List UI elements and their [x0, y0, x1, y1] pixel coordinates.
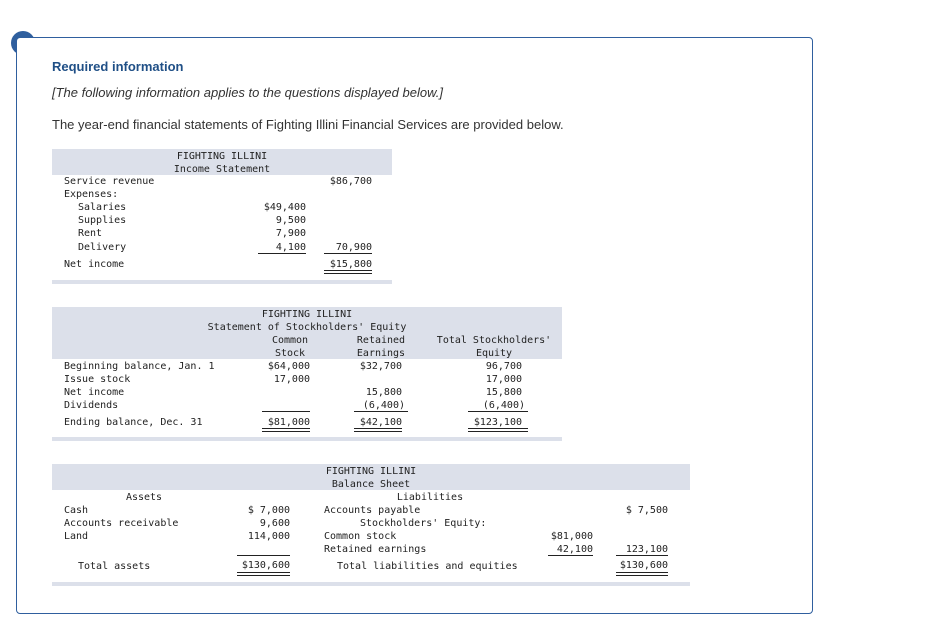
- expense-label: Salaries: [78, 202, 127, 213]
- total-le-double-rule: [616, 572, 668, 576]
- equity-footer-band: [52, 437, 562, 441]
- equity-retained: (6,400): [362, 400, 405, 411]
- expense-value: 7,900: [275, 228, 306, 239]
- balance-company: FIGHTING ILLINI: [325, 466, 417, 477]
- liabilities-header: Liabilities: [396, 492, 464, 503]
- equity-row-label: Beginning balance, Jan. 1: [64, 361, 215, 372]
- equity-company: FIGHTING ILLINI: [261, 309, 353, 320]
- col-header-retained: Retained: [356, 335, 406, 346]
- equity-subheader: Stockholders' Equity:: [360, 518, 487, 529]
- asset-label: Cash: [64, 505, 89, 516]
- assets-rule: [237, 555, 290, 556]
- ending-total: $123,100: [473, 417, 522, 428]
- income-company: FIGHTING ILLINI: [176, 151, 268, 162]
- asset-label: Accounts receivable: [64, 518, 179, 529]
- balance-title: Balance Sheet: [331, 479, 411, 490]
- equity-common: $64,000: [267, 361, 310, 372]
- required-info-subtitle: [The following information applies to the questions displayed below.]: [52, 85, 443, 100]
- equity-total: 15,800: [485, 387, 522, 398]
- equity-retained: 15,800: [365, 387, 402, 398]
- balance-footer-band: [52, 582, 690, 586]
- equity-total-rule: [616, 555, 668, 556]
- retained-earnings-value: 42,100: [556, 544, 593, 555]
- equity-common: 17,000: [273, 374, 310, 385]
- expense-value: 9,500: [275, 215, 306, 226]
- intro-text: The year-end financial statements of Fighting Illini Financial Services are provided below.: [52, 117, 564, 132]
- equity-total-value: 123,100: [625, 544, 668, 555]
- expense-total-rule: [258, 253, 306, 254]
- expense-label: Rent: [78, 228, 103, 239]
- required-info-title: Required information: [52, 59, 184, 74]
- ending-common-double-rule: [262, 428, 310, 432]
- asset-label: Land: [64, 531, 89, 542]
- expense-label: Supplies: [78, 215, 127, 226]
- equity-title: Statement of Stockholders' Equity: [207, 322, 407, 333]
- income-title: Income Statement: [173, 164, 271, 175]
- ending-balance-label: Ending balance, Dec. 31: [64, 417, 203, 428]
- ending-retained: $42,100: [359, 417, 402, 428]
- equity-row-label: Dividends: [64, 400, 119, 411]
- col-header-total: Total Stockholders': [436, 335, 552, 346]
- col-header-total: Equity: [475, 348, 513, 359]
- equity-total: 96,700: [485, 361, 522, 372]
- asset-value: 114,000: [247, 531, 290, 542]
- equity-total: 17,000: [485, 374, 522, 385]
- common-stock-label: Common stock: [324, 531, 397, 542]
- net-income-value: $15,800: [329, 259, 372, 270]
- total-liabilities-equities-value: $130,600: [619, 560, 668, 571]
- total-assets-value: $130,600: [241, 560, 290, 571]
- expense-label: Delivery: [78, 242, 127, 253]
- ending-retained-double-rule: [354, 428, 402, 432]
- net-income-label: Net income: [64, 259, 125, 270]
- income-footer-band: [52, 280, 392, 284]
- service-revenue-value: $86,700: [329, 176, 372, 187]
- asset-value: 9,600: [259, 518, 290, 529]
- assets-header: Assets: [125, 492, 163, 503]
- total-expenses-value: 70,900: [335, 242, 372, 253]
- equity-row-label: Net income: [64, 387, 125, 398]
- total-assets-label: Total assets: [78, 561, 151, 572]
- common-stock-value: $81,000: [550, 531, 593, 542]
- equity-total: (6,400): [482, 400, 525, 411]
- col-header-common: Common: [271, 335, 309, 346]
- retained-earnings-label: Retained earnings: [324, 544, 427, 555]
- equity-retained: $32,700: [359, 361, 402, 372]
- expense-value: 4,100: [275, 242, 306, 253]
- total-assets-double-rule: [237, 572, 290, 576]
- equity-row-label: Issue stock: [64, 374, 131, 385]
- service-revenue-label: Service revenue: [64, 176, 155, 187]
- net-income-double-rule: [324, 270, 372, 274]
- common-rule: [262, 411, 310, 412]
- total-rule: [468, 411, 528, 412]
- accounts-payable-label: Accounts payable: [324, 505, 421, 516]
- total-liabilities-equities-label: Total liabilities and equities: [337, 561, 518, 572]
- expenses-label: Expenses:: [64, 189, 119, 200]
- retained-rule: [354, 411, 408, 412]
- ending-total-double-rule: [468, 428, 528, 432]
- accounts-payable-value: $ 7,500: [625, 505, 668, 516]
- expense-value: $49,400: [263, 202, 306, 213]
- ending-common: $81,000: [267, 417, 310, 428]
- retained-earnings-rule: [548, 555, 593, 556]
- col-header-retained: Earnings: [356, 348, 406, 359]
- total-expenses-rule: [324, 253, 372, 254]
- col-header-common: Stock: [274, 348, 306, 359]
- asset-value: $ 7,000: [247, 505, 290, 516]
